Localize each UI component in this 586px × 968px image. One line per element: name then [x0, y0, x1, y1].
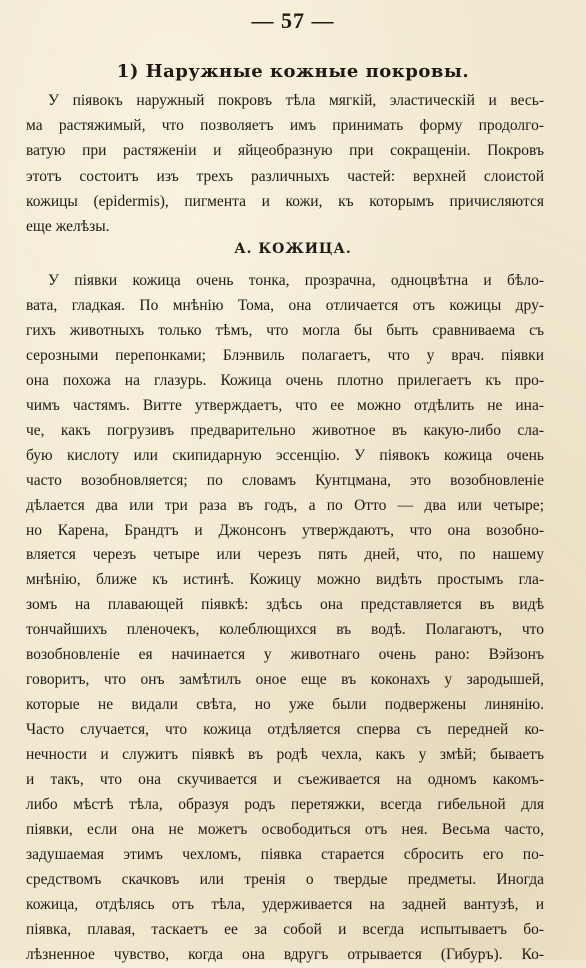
text-line: ма растяжимый, что позволяетъ имъ принимать форму продолго-: [26, 117, 544, 135]
text-line: ватую при растяженіи и яйцеобразную при сокращеніи. Покровъ: [26, 142, 544, 160]
subsection-heading: А. КОЖИЦА.: [234, 241, 352, 257]
text-line: зомъ на плавающей піявкѣ: здѣсь она представляется въ видѣ: [26, 596, 544, 614]
text-line: Часто случается, что кожица отдѣляется сперва съ передней ко-: [26, 721, 544, 739]
text-line: че, какъ погрузивъ предварительно животное въ какую-либо сла-: [26, 421, 544, 439]
text-line: вата, гладкая. По мнѣнію Тома, она отличается отъ кожицы дру-: [26, 296, 544, 314]
text-line: серозными перепонками; Блэнвиль полагаетъ, что у врач. піявки: [26, 346, 544, 364]
text-line: бую кислоту или скипидарную эссенцію. У піявокъ кожица очень: [26, 446, 544, 464]
text-line: У піявокъ наружный покровъ тѣла мягкій, эластическій и весь-: [48, 92, 544, 109]
text-line: мнѣнію, ближе къ истинѣ. Кожицу можно видѣть простымъ гла-: [26, 571, 544, 589]
text-line: еще желѣзы.: [26, 218, 110, 235]
text-line: чимъ частямъ. Витте утверждаетъ, что ее можно отдѣлить не ина-: [26, 396, 544, 414]
text-line: піявка, плавая, таскаетъ ее за собой и всегда испытываетъ бо-: [26, 920, 544, 938]
text-line: У піявки кожица очень тонка, прозрачна, одноцвѣтна и бѣло-: [48, 272, 544, 289]
text-line: задушаемая этимъ чехломъ, піявка старается сбросить его по-: [26, 845, 544, 863]
page-number: — 57 —: [251, 8, 335, 33]
text-line: средствомъ скачковъ или тренія о твердые предметы. Иногда: [26, 870, 544, 888]
text-line: вляется черезъ четыре или черезъ пять дней, что, по нашему: [26, 546, 544, 564]
text-line: этотъ состоитъ изъ трехъ различныхъ частей: верхней слоистой: [26, 167, 544, 185]
text-line: и такъ, что она скучивается и съеживается на одномъ какомъ-: [26, 771, 544, 788]
text-line: она похожа на глазурь. Кожица очень плотно прилегаетъ къ про-: [26, 371, 544, 389]
text-line: либо мѣстѣ тѣла, образуя родъ перетяжки, всегда гибельной для: [26, 795, 544, 813]
text-line: возобновленіе ея начинается у животнаго очень рано: Вэйзонъ: [26, 646, 544, 664]
text-line: но Карена, Брандтъ и Джонсонъ утверждаютъ, что она возобно-: [26, 521, 544, 539]
text-line: кожица, отдѣлясь отъ тѣла, удерживается на задней вантузѣ, и: [26, 895, 544, 913]
text-line: говоритъ, что онъ замѣтилъ оное еще въ коконахъ у зародышей,: [26, 671, 544, 689]
text-line: дѣлается два или три раза въ годъ, а по Отто — два или четыре;: [26, 496, 544, 514]
text-line: гихъ животныхъ только тѣмъ, что могла бы быть сравниваема съ: [26, 321, 544, 339]
text-line: кожицы (epidermis), пигмента и кожи, къ которымъ причисляются: [26, 192, 544, 210]
section-heading: 1) Наружные кожные покровы.: [116, 61, 470, 82]
text-line: нечности и служитъ піявкѣ въ родѣ чехла, какъ у змѣй; бываетъ: [26, 746, 544, 764]
text-line: лѣзненное чувство, когда она вдругъ отрывается (Гибуръ). Ко-: [26, 945, 544, 963]
text-line: часто возобновляется; по словамъ Кунтцмана, это возобновленіе: [26, 471, 544, 489]
text-line: которые не видали свѣта, но уже были подвержены линянію.: [26, 696, 544, 714]
text-line: тончайшихъ пленочекъ, колеблющихся въ водѣ. Полагаютъ, что: [26, 621, 544, 639]
text-line: піявки, если она не можетъ освободиться отъ нея. Весьма часто,: [26, 820, 544, 838]
